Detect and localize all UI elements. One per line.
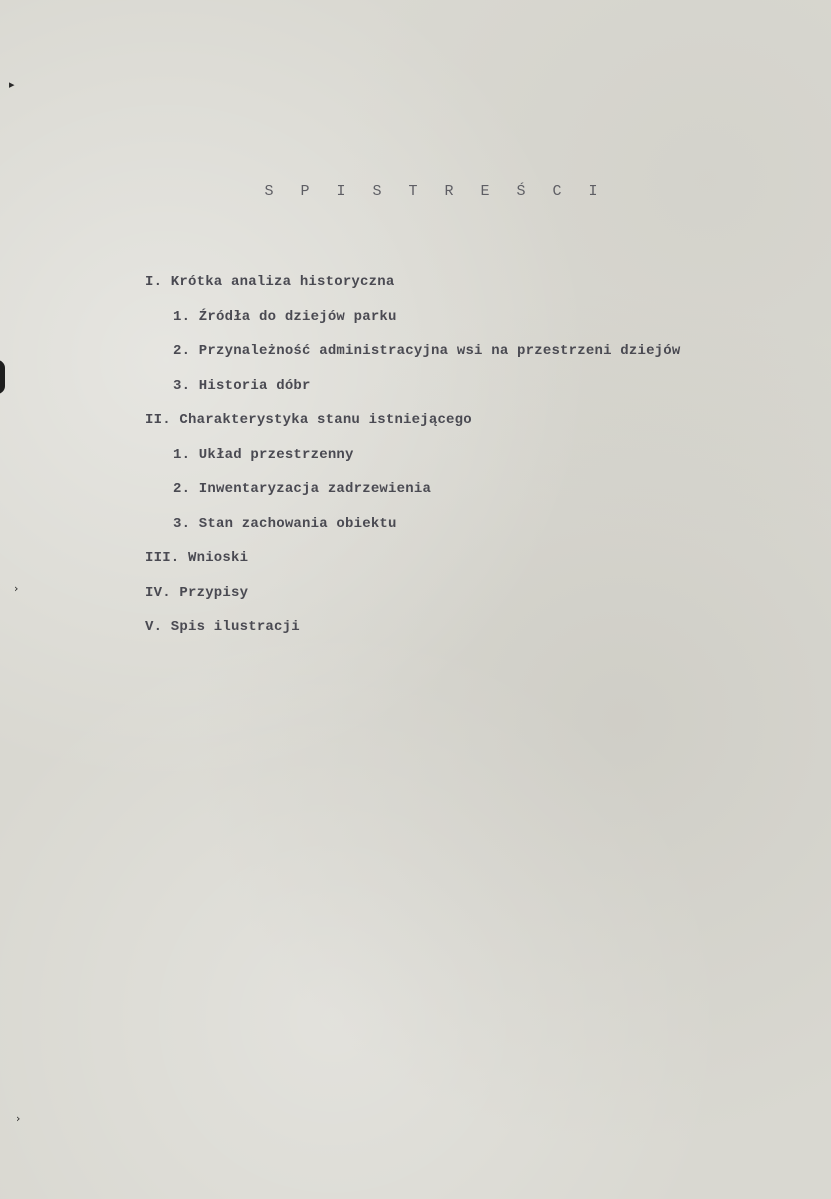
binder-mark-lower: ›	[14, 582, 19, 595]
toc-entry-1-3: 3. Historia dóbr	[173, 377, 311, 394]
toc-entry-2-1: 1. Układ przestrzenny	[173, 446, 354, 463]
binder-mark-bottom: ›	[16, 1112, 21, 1125]
table-of-contents	[145, 270, 680, 650]
toc-entry-5: V. Spis ilustracji	[145, 619, 300, 635]
toc-entry-1-2: 2. Przynależność administracyjna wsi na przestrzeni dziejów	[173, 343, 681, 359]
toc-entry-1-1: 1. Źródła do dziejów parku	[173, 308, 397, 325]
toc-entry-2-2: 2. Inwentaryzacja zadrzewienia	[173, 481, 432, 497]
binder-mark-middle	[0, 360, 5, 394]
toc-entry-1: I. Krótka analiza historyczna	[145, 274, 395, 290]
binder-mark-top: ▸	[9, 78, 15, 91]
toc-entry-3: III. Wnioski	[145, 550, 249, 566]
toc-entry-2: II. Charakterystyka stanu istniejącego	[145, 412, 472, 428]
document-title: S P I S T R E Ś C I	[264, 183, 607, 200]
toc-entry-4: IV. Przypisy	[145, 584, 249, 601]
toc-entry-2-3: 3. Stan zachowania obiektu	[173, 515, 397, 532]
